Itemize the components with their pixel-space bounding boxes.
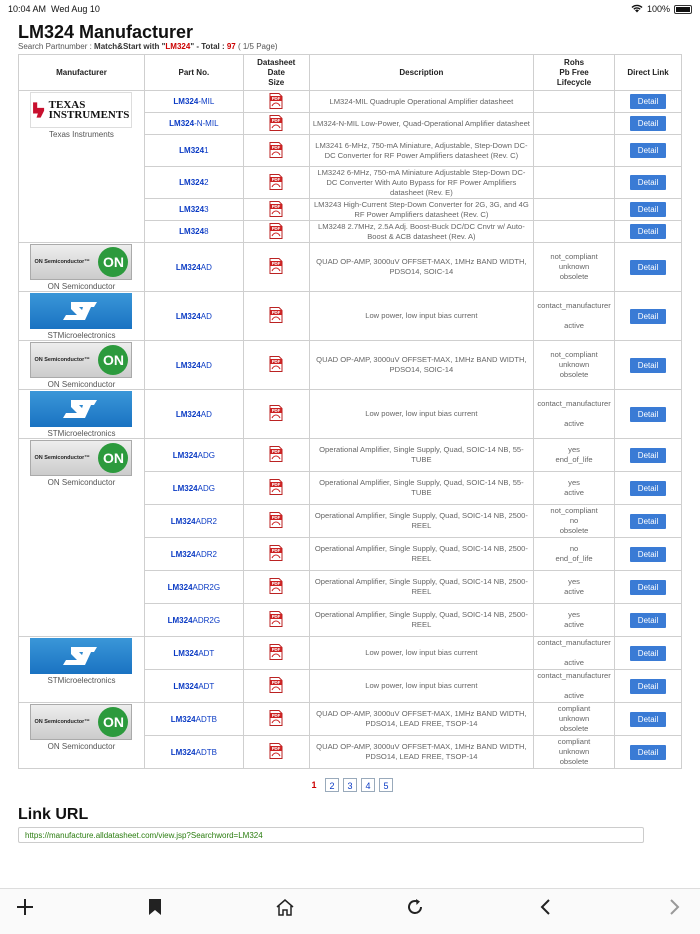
pdf-icon[interactable] — [269, 307, 283, 323]
part-cell — [144, 604, 243, 637]
part-link[interactable]: LM324ADT — [173, 648, 215, 658]
direct-link-cell — [615, 390, 682, 439]
texas-instruments-logo: TEXAS INSTRUMENTS — [30, 92, 132, 128]
rohs-cell: compliant unknown obsolete — [534, 703, 615, 736]
rohs-cell: not_compliant unknown obsolete — [534, 341, 615, 390]
datasheet-cell — [243, 703, 309, 736]
rohs-cell: yes active — [534, 571, 615, 604]
part-link[interactable]: LM324ADR2G — [167, 615, 221, 625]
direct-link-cell — [615, 199, 682, 221]
part-cell — [144, 91, 243, 113]
detail-button[interactable]: Detail — [630, 94, 666, 109]
forward-icon[interactable] — [665, 897, 685, 917]
home-icon[interactable] — [275, 897, 295, 917]
part-link[interactable]: LM3248 — [179, 227, 209, 236]
direct-link-cell — [615, 167, 682, 199]
svg-text:PDF: PDF — [271, 176, 281, 182]
rohs-cell: not_compliant no obsolete — [534, 505, 615, 538]
datasheet-cell — [243, 91, 309, 113]
reload-icon[interactable] — [405, 897, 425, 917]
pdf-icon[interactable] — [269, 578, 283, 594]
rohs-cell — [534, 135, 615, 167]
svg-text:PDF: PDF — [271, 515, 281, 520]
pdf-icon[interactable] — [269, 174, 283, 190]
direct-link-cell — [615, 703, 682, 736]
direct-link-cell — [615, 604, 682, 637]
description-cell: Operational Amplifier, Single Supply, Quad, SOIC-14 NB, 55-TUBE — [309, 439, 533, 472]
datasheet-cell — [243, 243, 309, 292]
detail-button[interactable]: Detail — [630, 646, 666, 661]
svg-text:PDF: PDF — [271, 581, 281, 586]
direct-link-cell — [615, 736, 682, 769]
description-cell: LM3241 6-MHz, 750-mA Miniature, Adjustable, Step-Down DC-DC Converter for RF Power Amplifiers datasheet (Rev. C) — [309, 135, 533, 167]
part-cell — [144, 670, 243, 703]
part-cell — [144, 637, 243, 670]
search-summary: Search Partnumber : Match&Start with "LM324" - Total : 97 ( 1/5 Page) — [18, 42, 278, 51]
part-cell — [144, 439, 243, 472]
table-header-row — [19, 55, 682, 91]
svg-text:PDF: PDF — [271, 746, 281, 751]
part-link[interactable]: LM324-MIL — [173, 97, 215, 106]
table-row — [19, 243, 682, 292]
svg-text:PDF: PDF — [271, 117, 281, 123]
datasheet-cell — [243, 736, 309, 769]
direct-link-cell — [615, 538, 682, 571]
pdf-icon[interactable] — [269, 677, 283, 693]
table-row — [19, 292, 682, 341]
description-cell: Operational Amplifier, Single Supply, Quad, SOIC-14 NB, 2500-REEL — [309, 538, 533, 571]
detail-button[interactable]: Detail — [630, 143, 666, 158]
datasheet-cell — [243, 135, 309, 167]
rohs-cell — [534, 221, 615, 243]
svg-text:PDF: PDF — [271, 310, 281, 315]
direct-link-cell — [615, 472, 682, 505]
manufacturer-name: Texas Instruments — [49, 130, 114, 139]
col-direct-link: Direct Link — [615, 55, 682, 91]
pdf-icon[interactable] — [269, 405, 283, 421]
detail-button[interactable]: Detail — [630, 514, 666, 529]
svg-text:PDF: PDF — [271, 408, 281, 413]
on-semiconductor-logo: ON Semiconductor™ ON — [30, 342, 132, 378]
rohs-cell: contact_manufacturer active — [534, 637, 615, 670]
part-cell — [144, 390, 243, 439]
rohs-cell: yes active — [534, 604, 615, 637]
part-cell — [144, 472, 243, 505]
table-row — [19, 390, 682, 439]
svg-text:PDF: PDF — [271, 647, 281, 652]
page-link[interactable]: 4 — [361, 778, 375, 792]
on-semiconductor-logo: ON Semiconductor™ ON — [30, 440, 132, 476]
link-url-field[interactable]: https://manufacture.alldatasheet.com/view.jsp?Searchword=LM324 — [18, 827, 644, 843]
description-cell: QUAD OP-AMP, 3000uV OFFSET-MAX, 1MHz BAND WIDTH, PDSO14, SOIC-14 — [309, 341, 533, 390]
part-cell — [144, 292, 243, 341]
detail-button[interactable]: Detail — [630, 260, 666, 275]
svg-text:PDF: PDF — [271, 449, 281, 454]
part-link[interactable]: LM3241 — [179, 146, 209, 155]
rohs-cell: not_compliant unknown obsolete — [534, 243, 615, 292]
col-rohs: Rohs Pb Free Lifecycle — [534, 55, 615, 91]
page-title: LM324 Manufacturer — [18, 22, 194, 42]
description-cell: QUAD OP-AMP, 3000uV OFFSET-MAX, 1MHz BAND WIDTH, PDSO14, LEAD FREE, TSOP-14 — [309, 736, 533, 769]
direct-link-cell — [615, 221, 682, 243]
part-link[interactable]: LM324ADR2 — [170, 516, 217, 526]
detail-button[interactable]: Detail — [630, 712, 666, 727]
detail-button[interactable]: Detail — [630, 745, 666, 760]
pdf-icon[interactable] — [269, 512, 283, 528]
table-row — [19, 637, 682, 670]
svg-text:PDF: PDF — [271, 203, 281, 209]
part-cell — [144, 703, 243, 736]
back-icon[interactable] — [535, 897, 555, 917]
pdf-icon[interactable] — [269, 258, 283, 274]
part-cell — [144, 538, 243, 571]
svg-text:PDF: PDF — [271, 713, 281, 718]
part-cell — [144, 341, 243, 390]
direct-link-cell — [615, 571, 682, 604]
detail-button[interactable]: Detail — [630, 358, 666, 373]
pdf-icon[interactable] — [269, 710, 283, 726]
part-link[interactable]: LM324ADG — [172, 450, 215, 460]
direct-link-cell — [615, 670, 682, 703]
manufacturer-cell[interactable] — [19, 439, 145, 637]
svg-text:PDF: PDF — [271, 359, 281, 364]
rohs-cell: yes active — [534, 472, 615, 505]
bookmark-icon[interactable] — [145, 897, 165, 917]
part-link[interactable]: LM324ADTB — [170, 747, 217, 757]
description-cell: Low power, low input bias current — [309, 390, 533, 439]
direct-link-cell — [615, 637, 682, 670]
table-row — [19, 439, 682, 472]
part-cell — [144, 167, 243, 199]
description-cell: LM324-MIL Quadruple Operational Amplifier datasheet — [309, 91, 533, 113]
manufacturer-cell[interactable] — [19, 91, 145, 243]
part-link[interactable]: LM324ADR2 — [170, 549, 217, 559]
direct-link-cell — [615, 91, 682, 113]
part-link[interactable]: LM324-N-MIL — [169, 119, 219, 128]
datasheet-cell — [243, 221, 309, 243]
status-time: 10:04 AM — [8, 4, 47, 14]
rohs-cell — [534, 113, 615, 135]
rohs-cell: contact_manufacturer active — [534, 292, 615, 341]
part-link[interactable]: LM324AD — [175, 360, 212, 370]
datasheet-cell — [243, 637, 309, 670]
direct-link-cell — [615, 439, 682, 472]
datasheet-cell — [243, 390, 309, 439]
datasheet-cell — [243, 571, 309, 604]
manufacturer-name: STMicroelectronics — [47, 429, 116, 438]
col-manufacturer: Manufacturer — [19, 55, 145, 91]
manufacturer-name: ON Semiconductor — [47, 478, 116, 487]
page-link[interactable]: 5 — [379, 778, 393, 792]
pdf-icon[interactable] — [269, 356, 283, 372]
manufacturer-name: ON Semiconductor — [47, 282, 116, 291]
description-cell: LM3242 6-MHz, 750-mA Miniature Adjustable Step-Down DC-DC Converter With Auto Bypass for RF Power Amplifiers datasheet (Rev. E) — [309, 167, 533, 199]
svg-text:PDF: PDF — [271, 482, 281, 487]
pdf-icon[interactable] — [269, 93, 283, 109]
description-cell: Operational Amplifier, Single Supply, Quad, SOIC-14 NB, 2500-REEL — [309, 604, 533, 637]
rohs-cell: compliant unknown obsolete — [534, 736, 615, 769]
datasheet-cell — [243, 292, 309, 341]
manufacturer-name: ON Semiconductor — [47, 742, 116, 751]
col-datasheet: Datasheet Date Size — [243, 55, 309, 91]
direct-link-cell — [615, 243, 682, 292]
pdf-icon[interactable] — [269, 115, 283, 131]
part-link[interactable]: LM324AD — [175, 409, 212, 419]
page-link[interactable]: 3 — [343, 778, 357, 792]
description-cell: Low power, low input bias current — [309, 670, 533, 703]
datasheet-cell — [243, 167, 309, 199]
rohs-cell: contact_manufacturer active — [534, 390, 615, 439]
wifi-icon — [631, 4, 643, 15]
part-cell — [144, 505, 243, 538]
manufacturer-cell[interactable] — [19, 390, 145, 439]
st-logo — [30, 293, 132, 329]
manufacturer-cell[interactable] — [19, 243, 145, 292]
col-part-no: Part No. — [144, 55, 243, 91]
datasheet-cell — [243, 604, 309, 637]
pdf-icon[interactable] — [269, 201, 283, 217]
pdf-icon[interactable] — [269, 142, 283, 158]
datasheet-cell — [243, 670, 309, 703]
datasheet-cell — [243, 199, 309, 221]
plus-icon[interactable] — [15, 897, 35, 917]
description-cell: Operational Amplifier, Single Supply, Quad, SOIC-14 NB, 55-TUBE — [309, 472, 533, 505]
part-link[interactable]: LM3243 — [179, 205, 209, 214]
part-link[interactable]: LM3242 — [179, 178, 209, 187]
table-row — [19, 341, 682, 390]
st-logo — [30, 638, 132, 674]
rohs-cell: contact_manufacturer active — [534, 670, 615, 703]
part-cell — [144, 135, 243, 167]
svg-text:PDF: PDF — [271, 614, 281, 619]
manufacturer-name: STMicroelectronics — [47, 676, 116, 685]
part-link[interactable]: LM324ADT — [173, 681, 215, 691]
part-link[interactable]: LM324ADTB — [170, 714, 217, 724]
direct-link-cell — [615, 292, 682, 341]
manufacturer-cell[interactable] — [19, 292, 145, 341]
rohs-cell: no end_of_life — [534, 538, 615, 571]
pdf-icon[interactable] — [269, 479, 283, 495]
browser-toolbar — [0, 888, 700, 934]
datasheet-cell — [243, 472, 309, 505]
page-current: 1 — [311, 780, 317, 790]
manufacturer-cell[interactable] — [19, 703, 145, 769]
description-cell: Operational Amplifier, Single Supply, Quad, SOIC-14 NB, 2500-REEL — [309, 505, 533, 538]
part-cell — [144, 199, 243, 221]
table-row — [19, 91, 682, 113]
svg-text:PDF: PDF — [271, 144, 281, 150]
detail-button[interactable]: Detail — [630, 202, 666, 217]
description-cell: QUAD OP-AMP, 3000uV OFFSET-MAX, 1MHz BAND WIDTH, PDSO14, SOIC-14 — [309, 243, 533, 292]
description-cell: QUAD OP-AMP, 3000uV OFFSET-MAX, 1MHz BAND WIDTH, PDSO14, LEAD FREE, TSOP-14 — [309, 703, 533, 736]
rohs-cell: yes end_of_life — [534, 439, 615, 472]
datasheet-cell — [243, 439, 309, 472]
results-table — [18, 54, 682, 769]
detail-button[interactable]: Detail — [630, 580, 666, 595]
part-cell — [144, 221, 243, 243]
detail-button[interactable]: Detail — [630, 547, 666, 562]
datasheet-cell — [243, 538, 309, 571]
datasheet-cell — [243, 113, 309, 135]
pdf-icon[interactable] — [269, 743, 283, 759]
pdf-icon[interactable] — [269, 446, 283, 462]
part-cell — [144, 571, 243, 604]
status-date: Wed Aug 10 — [51, 4, 100, 14]
manufacturer-cell[interactable] — [19, 341, 145, 390]
on-semiconductor-logo: ON Semiconductor™ ON — [30, 704, 132, 740]
description-cell: Low power, low input bias current — [309, 637, 533, 670]
svg-text:PDF: PDF — [271, 261, 281, 266]
battery-icon — [674, 5, 692, 14]
datasheet-cell — [243, 341, 309, 390]
pdf-icon[interactable] — [269, 223, 283, 239]
rohs-cell — [534, 199, 615, 221]
part-link[interactable]: LM324ADR2G — [167, 582, 221, 592]
manufacturer-name: STMicroelectronics — [47, 331, 116, 340]
svg-text:PDF: PDF — [271, 680, 281, 685]
svg-text:PDF: PDF — [271, 225, 281, 231]
description-cell: LM3248 2.7MHz, 2.5A Adj. Boost-Buck DC/DC Cnvtr w/ Auto-Boost & ACB datasheet (Rev. A) — [309, 221, 533, 243]
detail-button[interactable]: Detail — [630, 309, 666, 324]
part-link[interactable]: LM324AD — [175, 262, 212, 272]
description-cell: LM3243 High-Current Step-Down Converter for 2G, 3G, and 4G RF Power Amplifiers datasheet (Rev. C) — [309, 199, 533, 221]
part-cell — [144, 113, 243, 135]
page-link[interactable]: 2 — [325, 778, 339, 792]
link-url-heading: Link URL — [18, 806, 89, 823]
detail-button[interactable]: Detail — [630, 481, 666, 496]
part-link[interactable]: LM324AD — [175, 311, 212, 321]
col-description: Description — [309, 55, 533, 91]
detail-button[interactable]: Detail — [630, 224, 666, 239]
pdf-icon[interactable] — [269, 545, 283, 561]
rohs-cell — [534, 91, 615, 113]
battery-percent: 100% — [646, 4, 670, 14]
direct-link-cell — [615, 135, 682, 167]
table-row — [19, 703, 682, 736]
description-cell: LM324-N-MIL Low-Power, Quad-Operational Amplifier datasheet — [309, 113, 533, 135]
datasheet-cell — [243, 505, 309, 538]
part-link[interactable]: LM324ADG — [172, 483, 215, 493]
svg-text:PDF: PDF — [271, 548, 281, 553]
part-cell — [144, 736, 243, 769]
pagination — [0, 778, 700, 792]
st-logo — [30, 391, 132, 427]
pdf-icon[interactable] — [269, 644, 283, 660]
detail-button[interactable]: Detail — [630, 448, 666, 463]
direct-link-cell — [615, 113, 682, 135]
part-cell — [144, 243, 243, 292]
pdf-icon[interactable] — [269, 611, 283, 627]
direct-link-cell — [615, 505, 682, 538]
detail-button[interactable]: Detail — [630, 175, 666, 190]
rohs-cell — [534, 167, 615, 199]
detail-button[interactable]: Detail — [630, 613, 666, 628]
manufacturer-name: ON Semiconductor — [47, 380, 116, 389]
on-semiconductor-logo: ON Semiconductor™ ON — [30, 244, 132, 280]
detail-button[interactable]: Detail — [630, 679, 666, 694]
description-cell: Operational Amplifier, Single Supply, Quad, SOIC-14 NB, 2500-REEL — [309, 571, 533, 604]
manufacturer-cell[interactable] — [19, 637, 145, 703]
svg-text:PDF: PDF — [271, 95, 281, 101]
description-cell: Low power, low input bias current — [309, 292, 533, 341]
detail-button[interactable]: Detail — [630, 407, 666, 422]
direct-link-cell — [615, 341, 682, 390]
detail-button[interactable]: Detail — [630, 116, 666, 131]
status-bar — [0, 0, 700, 18]
